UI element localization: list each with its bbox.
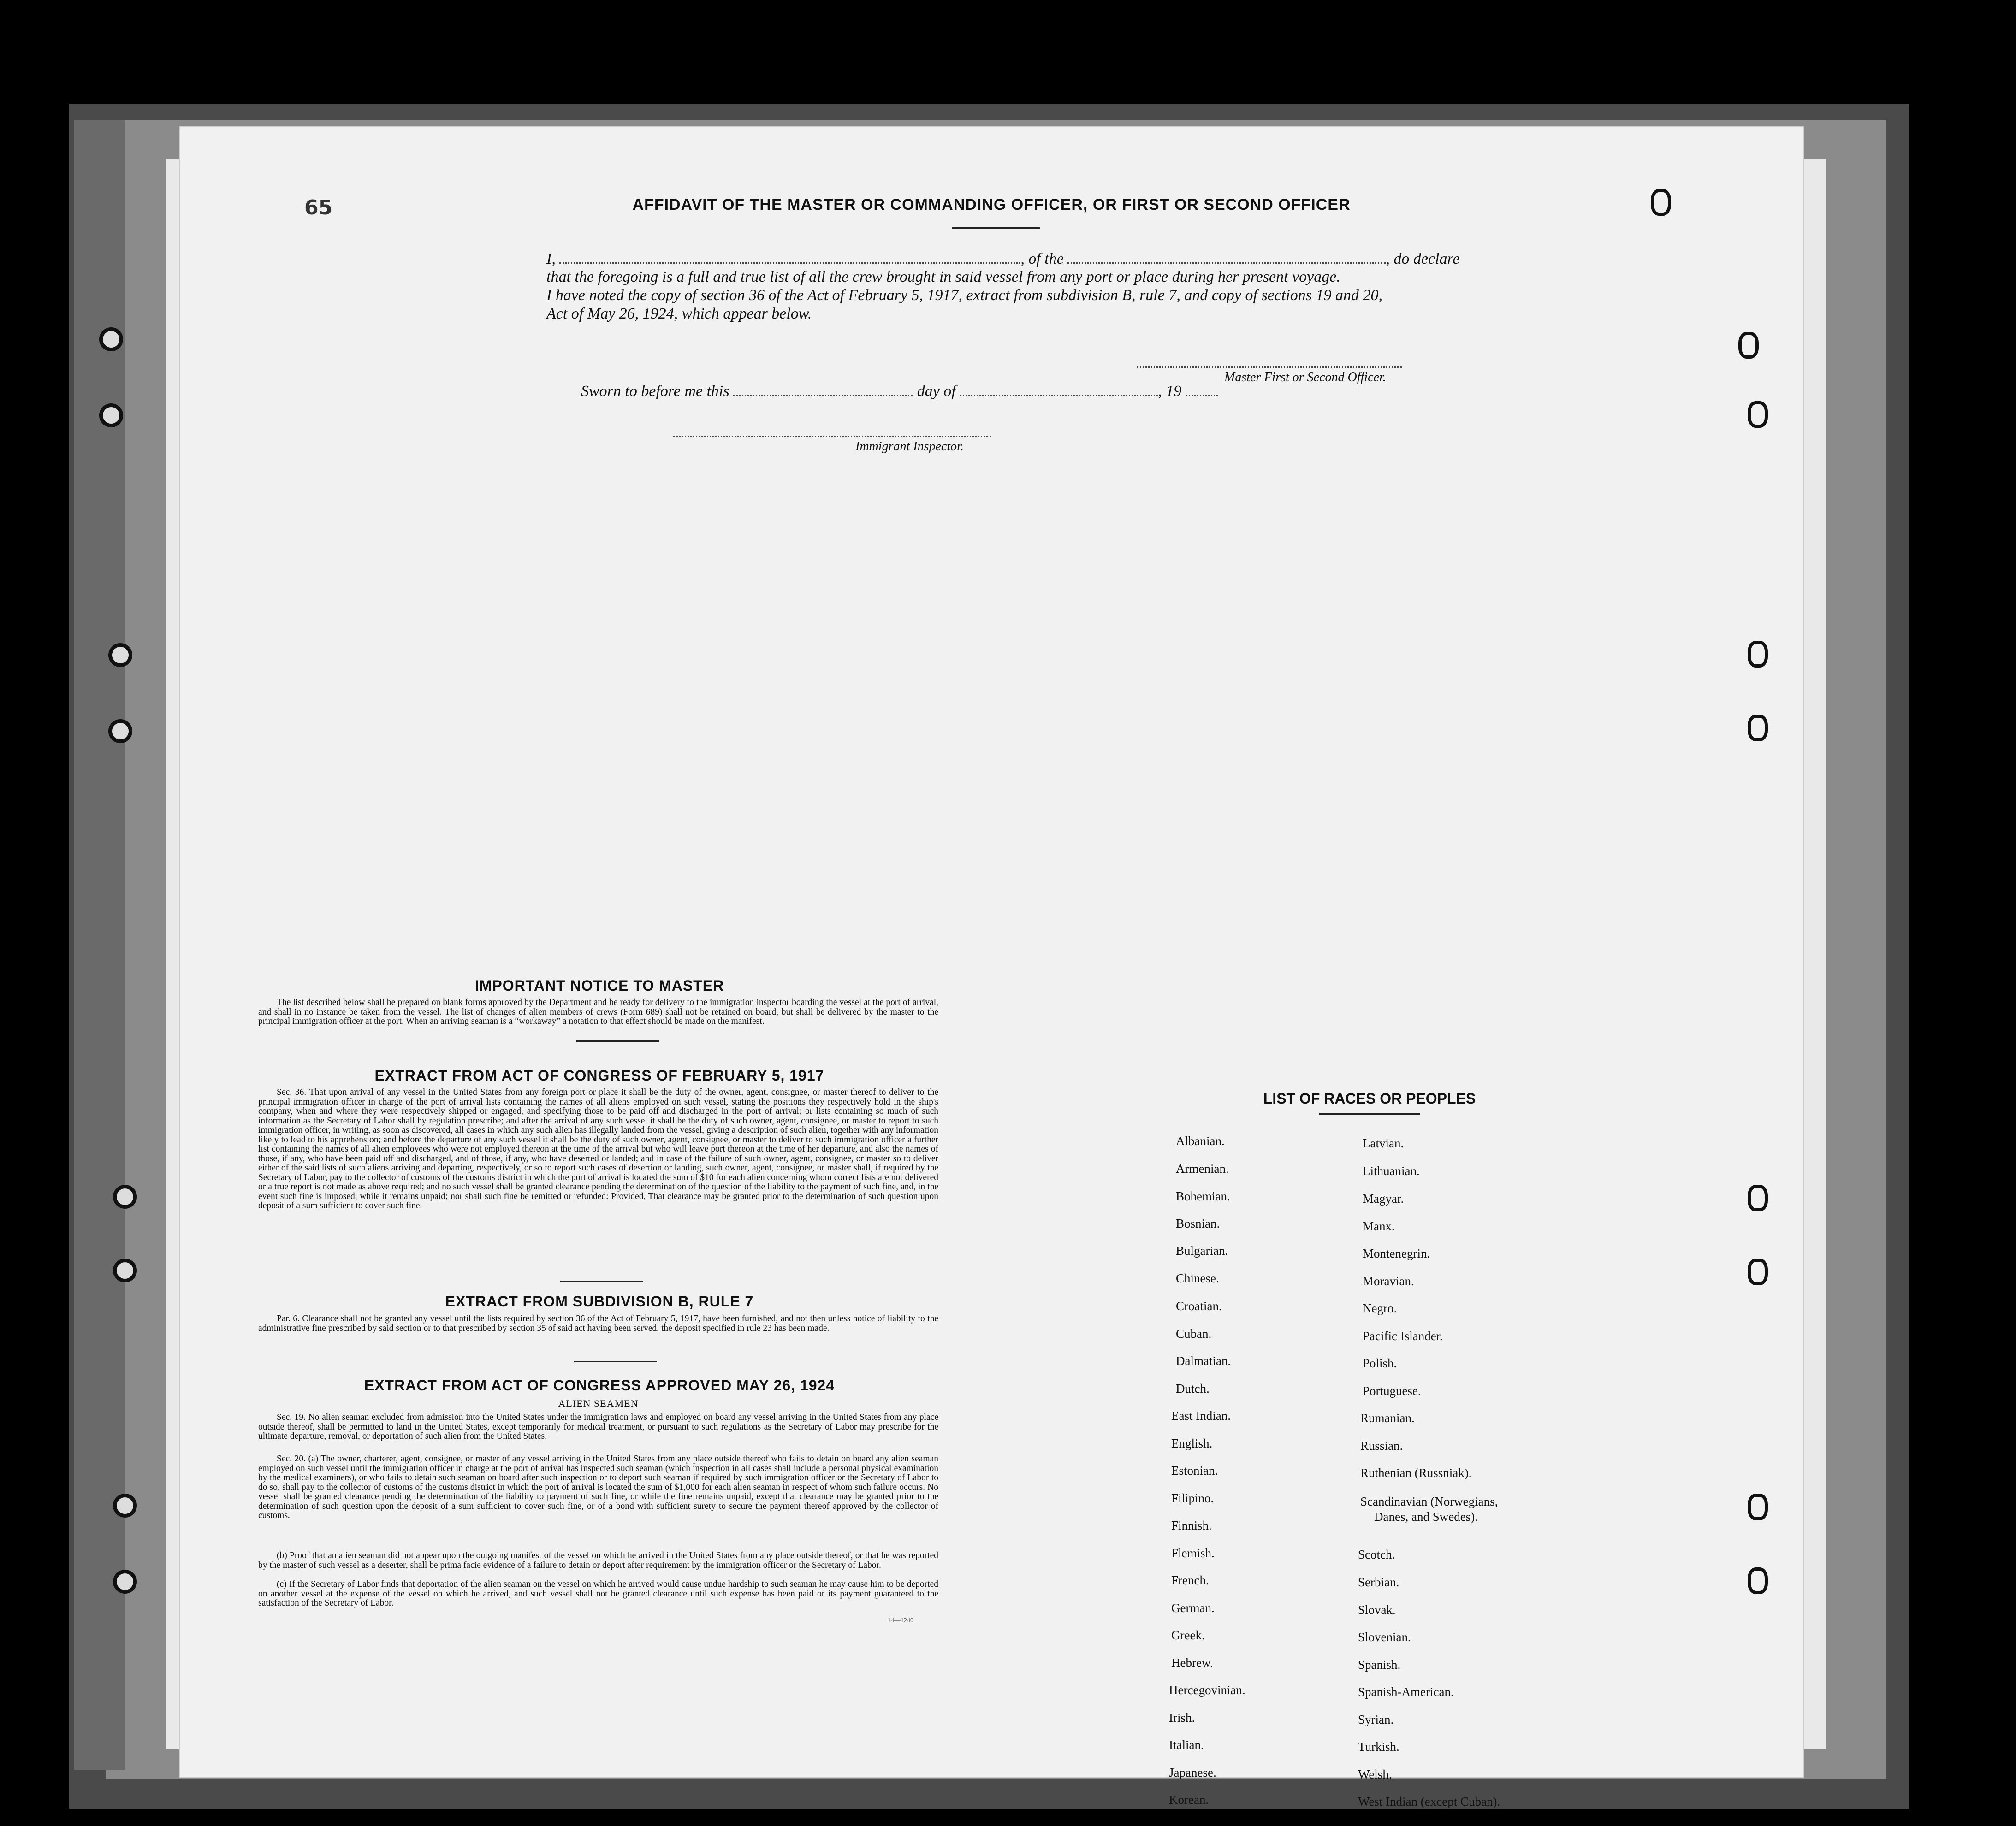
- race-item: Bosnian.: [1176, 1217, 1220, 1230]
- race-item: Turkish.: [1358, 1740, 1399, 1754]
- extract3-title: EXTRACT FROM ACT OF CONGRESS APPROVED MAY 26, 1924: [364, 1377, 835, 1394]
- race-item: Finnish.: [1171, 1519, 1212, 1532]
- inspector-label: Immigrant Inspector.: [855, 439, 964, 454]
- affidavit-line-4: Act of May 26, 1924, which appear below.: [546, 305, 812, 322]
- race-item: Spanish.: [1358, 1658, 1401, 1672]
- punch-hole: [113, 1185, 137, 1209]
- race-item: Japanese.: [1169, 1766, 1216, 1779]
- punch-hole: [1748, 401, 1768, 428]
- race-item: Bulgarian.: [1176, 1244, 1228, 1258]
- race-item: Hercegovinian.: [1169, 1683, 1245, 1697]
- of-the-label: , of the: [1020, 250, 1064, 267]
- punch-hole: [113, 1259, 137, 1282]
- race-item: Bohemian.: [1176, 1189, 1230, 1203]
- race-item: Irish.: [1169, 1711, 1195, 1725]
- race-item: Dutch.: [1176, 1382, 1210, 1395]
- affidavit-title: AFFIDAVIT OF THE MASTER OR COMMANDING OFFICER, OR FIRST OR SECOND OFFICER: [632, 196, 1351, 213]
- affidavit-line-3: I have noted the copy of section 36 of the Act of February 5, 1917, extract from subdivision B, rule 7, and copy of sections 19 and 20,: [546, 287, 1383, 304]
- race-item: Montenegrin.: [1363, 1247, 1430, 1260]
- extract2-title: EXTRACT FROM SUBDIVISION B, RULE 7: [445, 1293, 754, 1310]
- punch-hole: [1748, 1259, 1768, 1285]
- extract1-title: EXTRACT FROM ACT OF CONGRESS OF FEBRUARY 5, 1917: [374, 1067, 824, 1084]
- race-item: Negro.: [1363, 1301, 1397, 1315]
- race-item: Pacific Islander.: [1363, 1329, 1443, 1343]
- race-item: Manx.: [1363, 1219, 1395, 1233]
- punch-hole: [108, 719, 132, 743]
- race-item: Polish.: [1363, 1356, 1397, 1370]
- race-item: West Indian (except Cuban).: [1358, 1795, 1500, 1808]
- race-item: Slovak.: [1358, 1603, 1396, 1617]
- punch-hole: [1738, 332, 1759, 359]
- master-signature-line: [1137, 366, 1402, 368]
- extract2-text: Par. 6. Clearance shall not be granted any vessel until the lists required by section 36 of the Act of February 5, 1917, have been furnished, and not then unless notice of liability to the administrative fine prescribed by said section or to that prescribed by section 35 of said act having been served, the deposit specified in rule 23 has been made.: [258, 1314, 938, 1333]
- race-item: Lithuanian.: [1363, 1164, 1420, 1178]
- race-item: English.: [1171, 1436, 1213, 1450]
- race-item: Greek.: [1171, 1628, 1205, 1642]
- race-item: Hebrew.: [1171, 1656, 1213, 1670]
- race-item: Croatian.: [1176, 1299, 1222, 1313]
- punch-hole: [1748, 1185, 1768, 1211]
- binder-strip: [74, 120, 125, 1770]
- race-item: French.: [1171, 1573, 1209, 1587]
- race-item: East Indian.: [1171, 1409, 1231, 1423]
- race-item: Chinese.: [1176, 1271, 1219, 1285]
- race-item: Portuguese.: [1363, 1384, 1421, 1398]
- race-item: Syrian.: [1358, 1713, 1394, 1726]
- race-item: Moravian.: [1363, 1274, 1414, 1288]
- sworn-label: Sworn to before me this: [581, 383, 729, 400]
- extract3-sec20a: Sec. 20. (a) The owner, charterer, agent, consignee, or master of any vessel arriving in the United States from any place outside thereof who fails to detain on board any alien seaman employed on such vessel until the immigration officer in charge at the port of arrival has inspected such seaman (which inspection in all cases shall include a personal physical examination by the medical examiners), or who fails to detain such seaman on board after such inspection or to deport such seaman if required by such immigration officer or the Secretary of Labor to do so, shall pay to the collector of customs of the customs district in which the port of arrival is located the sum of $1,000 for each alien seaman in respect of whom such failure occurs. No vessel shall be granted clearance pending the determination of the liability to payment of such fine, or while the fine remains unpaid, except that clearance may be granted prior to the determination of such question upon the deposit of a sum sufficient to cover such fine, or of a bond with sufficient surety to secure the payment thereof approved by the collector of customs.: [258, 1454, 938, 1520]
- race-item: Flemish.: [1171, 1546, 1215, 1560]
- day-of-label: day of: [917, 383, 956, 400]
- race-item: Korean.: [1169, 1793, 1209, 1807]
- race-item: Scotch.: [1358, 1548, 1395, 1561]
- race-item: Ruthenian (Russniak).: [1360, 1466, 1472, 1480]
- race-item: Welsh.: [1358, 1767, 1392, 1781]
- punch-hole: [1651, 189, 1671, 216]
- race-item: Armenian.: [1176, 1162, 1229, 1176]
- sworn-day-blank: [733, 391, 913, 396]
- inspector-signature-line: [673, 436, 991, 437]
- punch-hole: [99, 327, 123, 351]
- races-title: LIST OF RACES OR PEOPLES: [1263, 1090, 1476, 1107]
- affidavit-line-2: that the foregoing is a full and true list of all the crew brought in said vessel from any port or place during her present voyage.: [546, 268, 1340, 285]
- punch-hole: [108, 643, 132, 667]
- race-item: Serbian.: [1358, 1575, 1399, 1589]
- race-item: Scandinavian (Norwegians,: [1360, 1495, 1498, 1508]
- affidavit-page: [180, 127, 1803, 1808]
- race-item: Danes, and Swedes).: [1374, 1510, 1478, 1524]
- punch-hole: [113, 1570, 137, 1594]
- i-label: I,: [546, 250, 556, 267]
- punch-hole: [1748, 1567, 1768, 1594]
- punch-hole: [113, 1494, 137, 1518]
- punch-hole: [1748, 1494, 1768, 1520]
- title-rule: [952, 227, 1040, 229]
- race-item: Cuban.: [1176, 1327, 1212, 1341]
- punch-hole: [1748, 715, 1768, 741]
- race-item: German.: [1171, 1601, 1215, 1615]
- year-label: , 19: [1158, 383, 1182, 400]
- name-blank: [559, 259, 1020, 264]
- sworn-line: [581, 383, 1218, 400]
- notice-text: The list described below shall be prepared on blank forms approved by the Department and be ready for delivery to the immigration inspector boarding the vessel at the port of arrival, and shall in no instance be taken from the vessel. The list of changes of alien members of crews (Form 689) shall not be retained on board, but shall be delivered by the master to the principal immigration officer at the port. When an arriving seaman is a “workaway” a notation to that effect should be made on the manifest.: [258, 998, 938, 1026]
- extract3-sec19: Sec. 19. No alien seaman excluded from admission into the United States under the immigration laws and employed on board any vessel arriving in the United States from any place outside thereof, shall be permitted to land in the United States, except temporarily for medical treatment, or pursuant to such regulations as the Secretary of Labor may prescribe for the ultimate departure, removal, or deportation of such alien from the United States.: [258, 1412, 938, 1441]
- affidavit-line-1: [546, 250, 1460, 268]
- race-item: Rumanian.: [1360, 1411, 1415, 1425]
- extract3-sec20b: (b) Proof that an alien seaman did not appear upon the outgoing manifest of the vessel on which he arrived in the United States from any place outside thereof, or that he was reported by the master of such vessel as a deserter, shall be prima facie evidence of a failure to detain or deport after requirement by the immigration officer or the Secretary of Labor.: [258, 1551, 938, 1570]
- race-item: Albanian.: [1176, 1134, 1225, 1148]
- notice-title: IMPORTANT NOTICE TO MASTER: [474, 977, 724, 994]
- year-blank: [1186, 391, 1218, 396]
- punch-hole: [1748, 641, 1768, 668]
- master-label: Master First or Second Officer.: [1224, 370, 1386, 384]
- do-declare-label: , do declare: [1386, 250, 1460, 267]
- race-item: Filipino.: [1171, 1491, 1214, 1505]
- form-number: 14—1240: [888, 1617, 913, 1624]
- race-item: Russian.: [1360, 1439, 1403, 1453]
- race-item: Latvian.: [1363, 1136, 1404, 1150]
- punch-hole: [99, 403, 123, 427]
- race-item: Dalmatian.: [1176, 1354, 1231, 1368]
- extract3-sec20c: (c) If the Secretary of Labor finds that deportation of the alien seaman on the vessel on which he arrived would cause undue hardship to such seaman he may cause him to be deported on another vessel at the expense of the vessel on which he arrived, and such vessel shall not be granted clearance until such expense has been paid or its payment guaranteed to the satisfaction of the Secretary of Labor.: [258, 1579, 938, 1608]
- race-item: Spanish-American.: [1358, 1685, 1454, 1699]
- race-item: Magyar.: [1363, 1192, 1404, 1206]
- races-title-rule: [1319, 1113, 1420, 1115]
- race-item: Estonian.: [1171, 1464, 1218, 1477]
- notice-rule: [576, 1040, 659, 1042]
- sworn-month-blank: [960, 391, 1158, 396]
- race-item: Italian.: [1169, 1738, 1204, 1752]
- extract1-rule: [560, 1281, 643, 1282]
- extract3-subtitle: ALIEN SEAMEN: [558, 1398, 639, 1409]
- extract2-rule: [574, 1361, 657, 1362]
- page-number: 65: [304, 196, 333, 219]
- vessel-blank: [1067, 259, 1386, 264]
- race-item: Slovenian.: [1358, 1630, 1411, 1644]
- extract1-text: Sec. 36. That upon arrival of any vessel in the United States from any foreign port or place it shall be the duty of the owner, agent, consignee, or master thereof to deliver to the principal immigration officer in charge of the port of arrival lists containing the names of all aliens employed on such vessel, stating the positions they respectively hold in the ship's company, when and where they were respectively shipped or engaged, and specifying those to be paid off and discharged in the port of arrival; or lists containing so much of such information as the Secretary of Labor shall by regulation prescribe; and after the arrival of any such vessel it shall be the duty of such owner, agent, consignee, or master to report to such immigration officer, in writing, as soon as discovered, all cases in which any such alien has illegally landed from the vessel, giving a description of such alien, together with any information likely to lead to his apprehension; and before the departure of any such vessel it shall be the duty of such owner, agent, consignee, or master to deliver to such immigration officer a further list containing the names of all alien employees who were not employed thereon at the time of the arrival but who will leave port thereon at the time of her departure, and also the names of those, if any, who have been paid off and discharged, and of those, if any, who have deserted or landed; and in case of the failure of such owner, agent, consignee, or master so to deliver either of the said lists of such aliens arriving and departing, respectively, or so to report such cases of desertion or landing, such owner, agent, consignee, or master shall, if required by the Secretary of Labor, pay to the collector of customs of the customs district in which the port of arrival is located the sum of $10 for each alien concerning whom correct lists are not delivered or a true report is not made as above required; and no such vessel shall be granted clearance pending the determination of the question of the liability to the payment of such fine, and, in the event such fine is imposed, while it remains unpaid; nor shall such fine be remitted or refunded: Provided, That clearance may be granted prior to the determination of such question upon deposit of a sum sufficient to cover such fine.: [258, 1087, 938, 1211]
